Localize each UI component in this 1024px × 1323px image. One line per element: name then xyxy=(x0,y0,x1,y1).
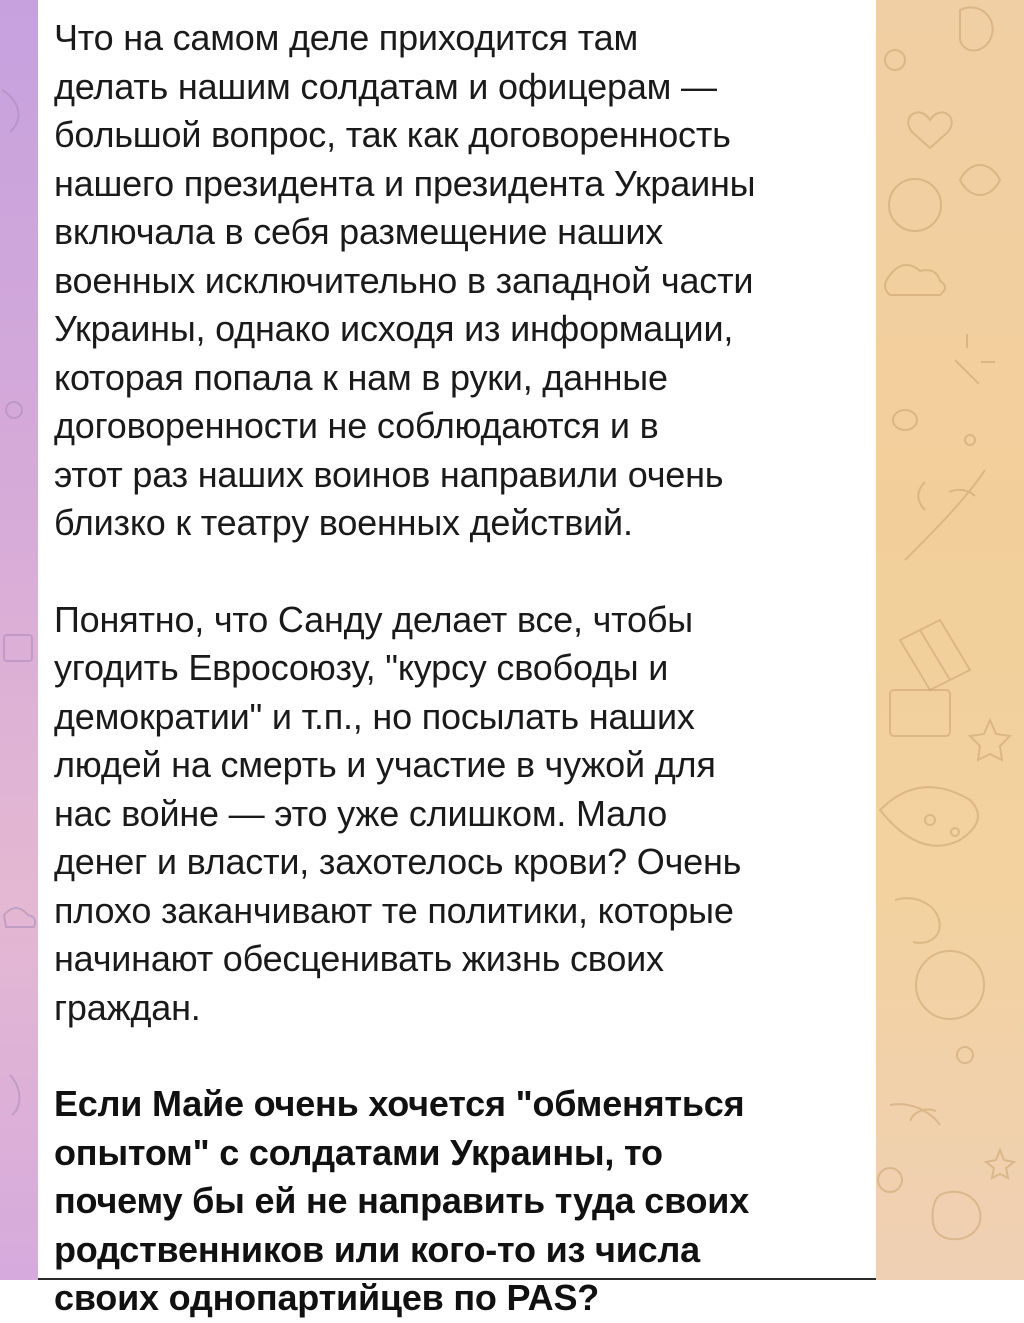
candy-icon xyxy=(955,334,995,384)
cloud-icon xyxy=(885,265,945,295)
leaf-icon xyxy=(905,470,985,560)
bubble-icon xyxy=(957,1047,973,1063)
message-paragraph-1: Что на самом деле приходится там делать нашим солдатам и офицерам — большой вопрос, так как договоренность нашего президента и президента Украины включала в себя размещение наших военных исключительно в западной части Украины, однако исходя из информации, которая попала к нам в руки, данные договоренности не соблюдаются и в этот раз наших воинов направили очень близко к театру военных действий. xyxy=(54,17,756,543)
flower-icon xyxy=(960,165,1000,195)
heart-icon xyxy=(908,112,951,148)
star-icon xyxy=(986,1150,1014,1178)
message-paragraph-3-bold: Если Майе очень хочется "обменяться опытом" с солдатами Украины, то почему бы ей не направить туда своих родственников или кого-то из числа своих однопартийцев по PAS? xyxy=(54,1083,750,1318)
balloon-icon xyxy=(960,7,993,50)
bubble-icon xyxy=(6,402,22,418)
gift-icon xyxy=(4,635,32,661)
bubble-icon xyxy=(885,50,905,70)
star-icon xyxy=(970,720,1010,760)
bubble-icon xyxy=(893,410,917,430)
gift-icon xyxy=(890,690,950,736)
cloud-icon xyxy=(880,787,978,846)
bubble-icon xyxy=(965,435,975,445)
planet-icon xyxy=(889,179,941,231)
candy-icon xyxy=(895,898,940,943)
flower-icon xyxy=(10,1075,19,1115)
message-paragraph-2: Понятно, что Санду делает все, чтобы угодить Евросоюзу, "курсу свободы и демократии" и т.п., но посылать наших людей на смерть и участие в чужой для нас войне — это уже слишком. Мало денег и власти, захотелось крови? Очень плохо заканчивают те политики, которые начинают обесценивать жизнь своих граждан. xyxy=(54,598,742,1028)
gift-icon xyxy=(900,620,970,690)
balloon-icon xyxy=(933,1192,981,1240)
leaf-icon xyxy=(2,90,18,132)
bubble-icon xyxy=(925,815,935,825)
planet-icon xyxy=(916,951,984,1019)
bubble-icon xyxy=(878,1168,902,1192)
leaf-icon xyxy=(890,1104,940,1125)
cloud-icon xyxy=(4,908,35,927)
message-bubble[interactable] xyxy=(38,0,876,1318)
bubble-icon xyxy=(951,828,959,836)
